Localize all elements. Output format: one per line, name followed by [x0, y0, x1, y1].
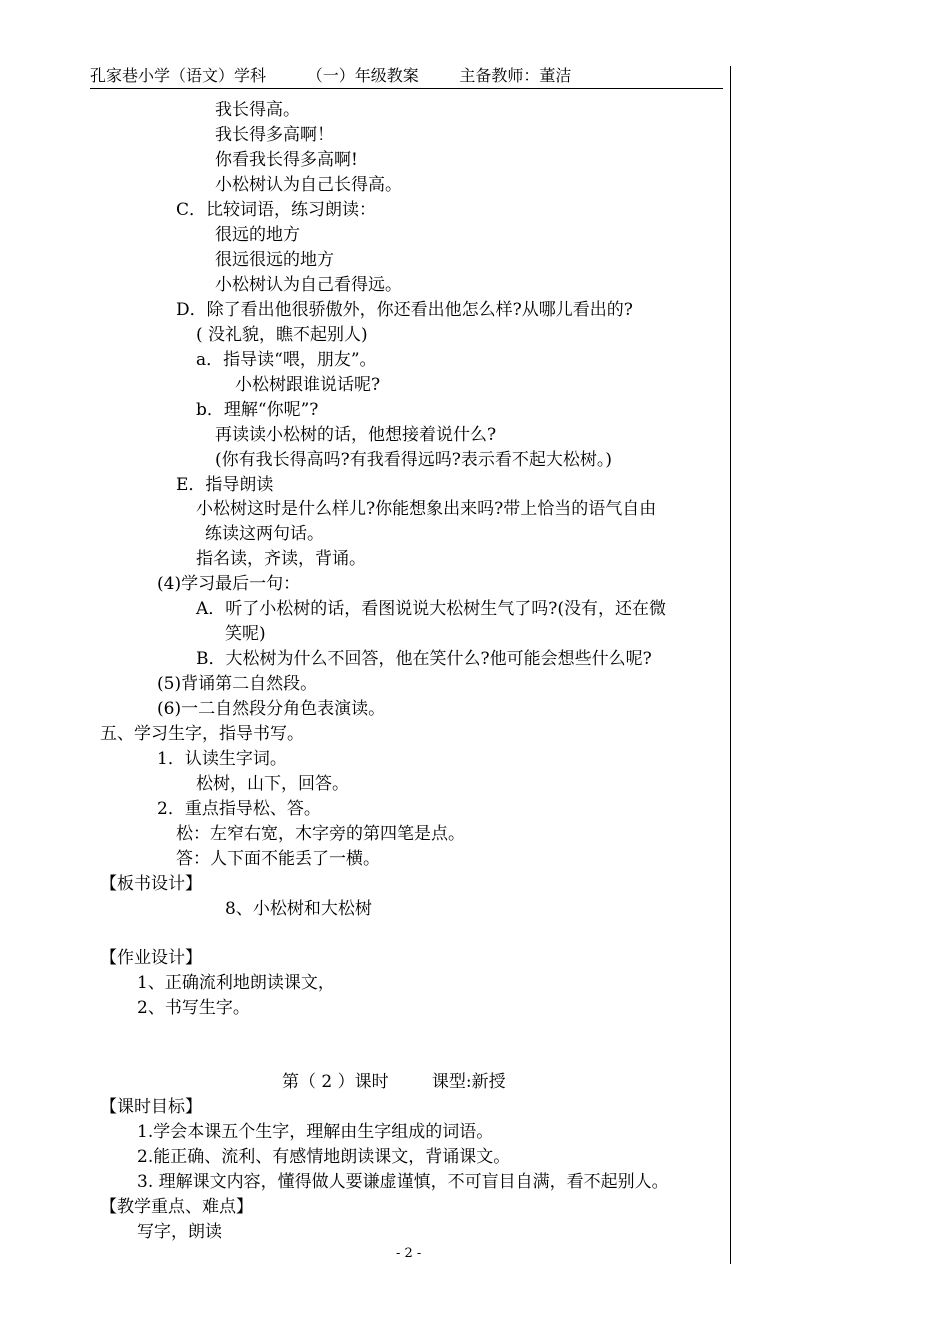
- section-heading: 五、学习生字，指导书写。: [100, 724, 304, 744]
- text-line: 小松树认为自己长得高。: [215, 175, 402, 195]
- text-line: 1．认读生字词。: [157, 749, 287, 769]
- text-line: 1、正确流利地朗读课文，: [137, 973, 335, 993]
- text-line: E．指导朗读: [176, 475, 274, 495]
- page-number: - 2 -: [396, 1246, 422, 1261]
- text-line: 3. 理解课文内容，懂得做人要谦虚谨慎，不可盲目自满，看不起别人。: [137, 1172, 669, 1192]
- text-line: 很远的地方: [215, 225, 300, 245]
- text-line: a．指导读“喂，朋友”。: [196, 350, 377, 370]
- text-line: 答：人下面不能丢了一横。: [176, 849, 380, 869]
- text-line: (6)一二自然段分角色表演读。: [157, 699, 386, 719]
- section-heading: 【作业设计】: [100, 948, 202, 968]
- board-title: 8、小松树和大松树: [225, 899, 372, 919]
- text-line: 指名读，齐读，背诵。: [196, 549, 366, 569]
- text-line: (5)背诵第二自然段。: [157, 674, 318, 694]
- page-header: [90, 66, 723, 89]
- header-school: 孔家巷小学（语文）学科: [90, 66, 267, 85]
- text-line: B．大松树为什么不回答，他在笑什么?他可能会想些什么呢?: [196, 649, 652, 669]
- section-heading: 【课时目标】: [100, 1097, 202, 1117]
- text-line: 松：左窄右宽，木字旁的第四笔是点。: [176, 824, 465, 844]
- text-line: 你看我长得多高啊!: [215, 150, 358, 170]
- section-heading: 【教学重点、难点】: [100, 1197, 253, 1217]
- header-grade: （一）年级教案: [306, 66, 419, 85]
- text-line: 2、书写生字。: [137, 998, 250, 1018]
- text-line: 小松树跟谁说话呢?: [235, 375, 381, 395]
- text-line: 笑呢): [225, 624, 266, 644]
- text-line: 写字，朗读: [137, 1222, 222, 1242]
- section-heading: 【板书设计】: [100, 874, 202, 894]
- text-line: 练读这两句话。: [205, 524, 324, 544]
- text-line: ( 没礼貌，瞧不起别人): [196, 325, 368, 345]
- text-line: 小松树这时是什么样儿?你能想象出来吗?带上恰当的语气自由: [196, 499, 657, 519]
- text-line: 松树，山下，回答。: [196, 774, 349, 794]
- text-line: 2.能正确、流利、有感情地朗读课文，背诵课文。: [137, 1147, 511, 1167]
- text-line: A．听了小松树的话，看图说说大松树生气了吗?(没有，还在微: [196, 599, 667, 619]
- text-line: b．理解“你呢”?: [196, 400, 319, 420]
- text-line: 1.学会本课五个生字，理解由生字组成的词语。: [137, 1122, 494, 1142]
- text-line: 再读读小松树的话，他想接着说什么?: [215, 425, 497, 445]
- text-line: (你有我长得高吗?有我看得远吗?表示看不起大松树。): [215, 450, 612, 470]
- text-line: 2．重点指导松、答。: [157, 799, 321, 819]
- text-line: 小松树认为自己看得远。: [215, 275, 402, 295]
- text-line: D．除了看出他很骄傲外，你还看出他怎么样?从哪儿看出的?: [176, 300, 633, 320]
- text-line: 我长得高。: [215, 100, 300, 120]
- text-line: C．比较词语，练习朗读：: [176, 200, 377, 220]
- text-line: 很远很远的地方: [215, 250, 334, 270]
- margin-line: [730, 66, 731, 1264]
- text-line: 我长得多高啊！: [215, 125, 334, 145]
- lesson-info: 第（ 2 ）课时 课型:新授: [282, 1072, 506, 1092]
- header-teacher: 主备教师：董洁: [459, 66, 572, 85]
- text-line: (4)学习最后一句：: [157, 574, 301, 594]
